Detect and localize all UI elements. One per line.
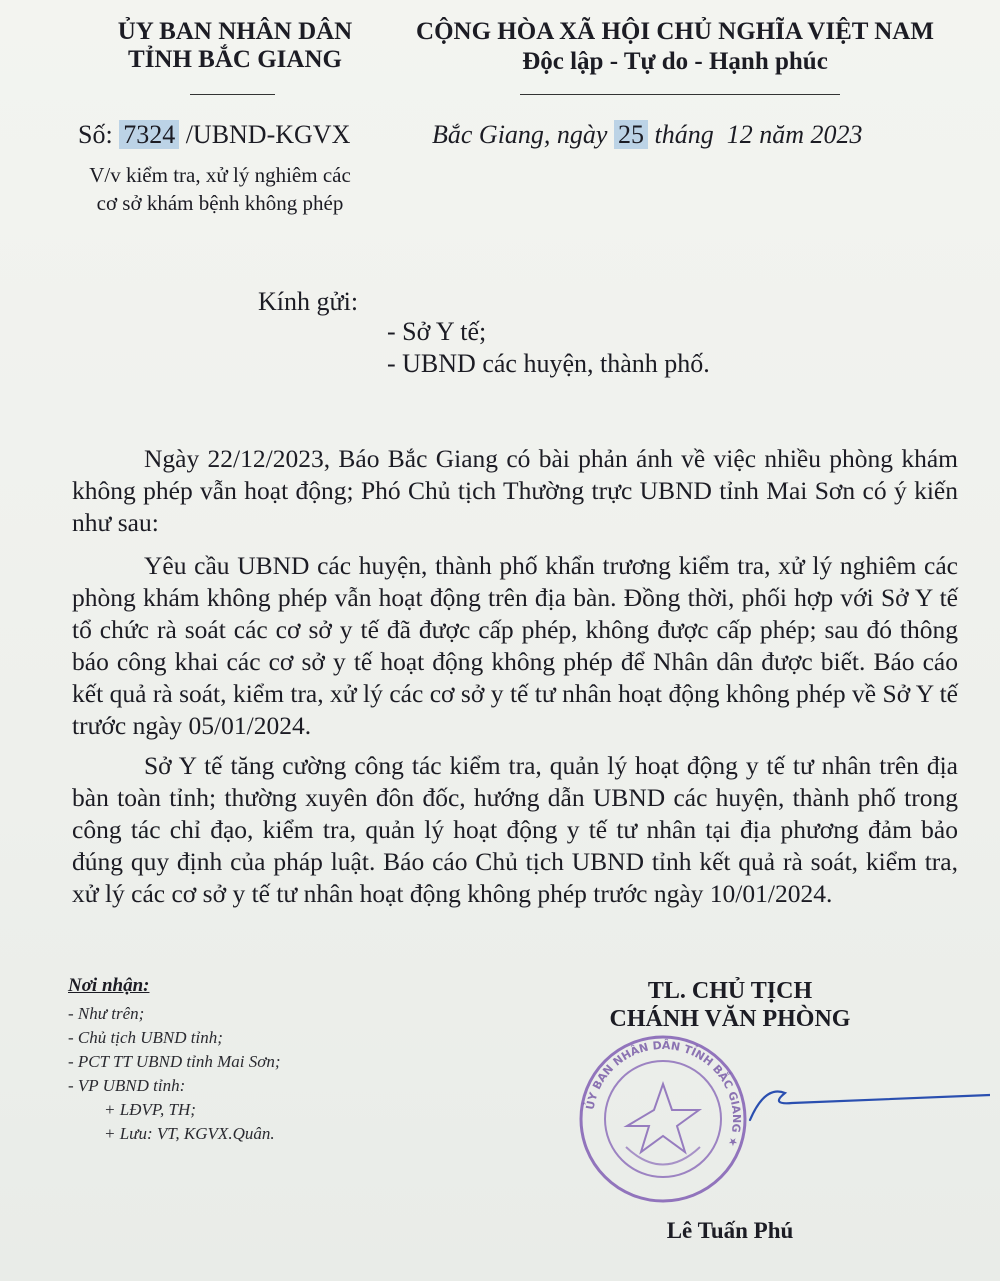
noi-nhan-item: - Như trên; bbox=[68, 1004, 145, 1023]
noi-nhan-item: - Chủ tịch UBND tỉnh; bbox=[68, 1028, 223, 1047]
noi-nhan-item: + Lưu: VT, KGVX.Quân. bbox=[104, 1124, 275, 1143]
svg-text:ỦY BAN NHÂN DÂN TỈNH BẮC GIANG: ỦY BAN NHÂN DÂN TỈNH BẮC GIANG ★ bbox=[583, 1038, 744, 1149]
handwritten-signature bbox=[690, 1075, 990, 1135]
signature-title1: TL. CHỦ TỊCH bbox=[647, 978, 813, 1004]
recipient-item: - Sở Y tế; bbox=[387, 317, 487, 346]
org-name-line1: ỦY BAN NHÂN DÂN bbox=[117, 18, 353, 45]
number-value: 7324 bbox=[119, 120, 179, 149]
nation-motto-line1: CỘNG HÒA XÃ HỘI CHỦ NGHĨA VIỆT NAM bbox=[416, 18, 934, 45]
subject-line1: V/v kiểm tra, xử lý nghiêm các bbox=[89, 163, 351, 187]
place-prefix: Bắc Giang, ngày bbox=[432, 120, 608, 149]
noi-nhan-item: + LĐVP, TH; bbox=[104, 1100, 196, 1119]
noi-nhan-item: - PCT TT UBND tỉnh Mai Sơn; bbox=[68, 1052, 281, 1071]
place-date bbox=[432, 120, 862, 150]
org-name-line2: TỈNH BẮC GIANG bbox=[128, 46, 342, 73]
number-suffix: /UBND-KGVX bbox=[185, 120, 351, 149]
motto-underline bbox=[520, 94, 840, 95]
signer-name: Lê Tuấn Phú bbox=[666, 1218, 794, 1243]
date-month-year: tháng 12 năm 2023 bbox=[654, 120, 863, 149]
document-number bbox=[78, 120, 350, 150]
body-paragraph-1: Ngày 22/12/2023, Báo Bắc Giang có bài phản ánh về việc nhiều phòng khám không phép vẫn hoạt động; Phó Chủ tịch Thường trực UBND tỉnh Mai Sơn có ý kiến như sau: bbox=[72, 444, 958, 537]
noi-nhan-label: Nơi nhận: bbox=[68, 975, 150, 996]
body-paragraph-3: Sở Y tế tăng cường công tác kiểm tra, quản lý hoạt động y tế tư nhân trên địa bàn toàn tỉnh; thường xuyên đôn đốc, hướng dẫn UBND các huyện, thành phố trong công tác chỉ đạo, kiểm tra, quản lý hoạt động y tế tư nhân tại địa phương đảm bảo đúng quy định của pháp luật. Báo cáo Chủ tịch UBND tỉnh kết quả rà soát, kiểm tra, xử lý các cơ sở y tế tư nhân hoạt động không phép trước ngày 10/01/2024. bbox=[72, 751, 958, 908]
noi-nhan-item: - VP UBND tỉnh: bbox=[68, 1076, 186, 1095]
number-prefix: Số: bbox=[78, 120, 113, 149]
body-paragraph-2: Yêu cầu UBND các huyện, thành phố khẩn trương kiểm tra, xử lý nghiêm các phòng khám không phép vẫn hoạt động trên địa bàn. Đồng thời, phối hợp với Sở Y tế tổ chức rà soát các cơ sở y tế đã được cấp phép, không được cấp phép; sau đó thông báo công khai các cơ sở y tế hoạt động không phép để Nhân dân được biết. Báo cáo kết quả rà soát, kiểm tra, xử lý các cơ sở y tế tư nhân hoạt động không phép về Sở Y tế trước ngày 05/01/2024. bbox=[72, 551, 958, 740]
subject-line2: cơ sở khám bệnh không phép bbox=[96, 191, 344, 215]
nation-motto-line2: Độc lập - Tự do - Hạnh phúc bbox=[522, 48, 828, 75]
recipients-label: Kính gửi: bbox=[258, 287, 359, 316]
date-day: 25 bbox=[614, 120, 648, 149]
recipient-item: - UBND các huyện, thành phố. bbox=[387, 349, 710, 378]
signature-title2: CHÁNH VĂN PHÒNG bbox=[609, 1006, 851, 1032]
org-underline bbox=[190, 94, 275, 95]
